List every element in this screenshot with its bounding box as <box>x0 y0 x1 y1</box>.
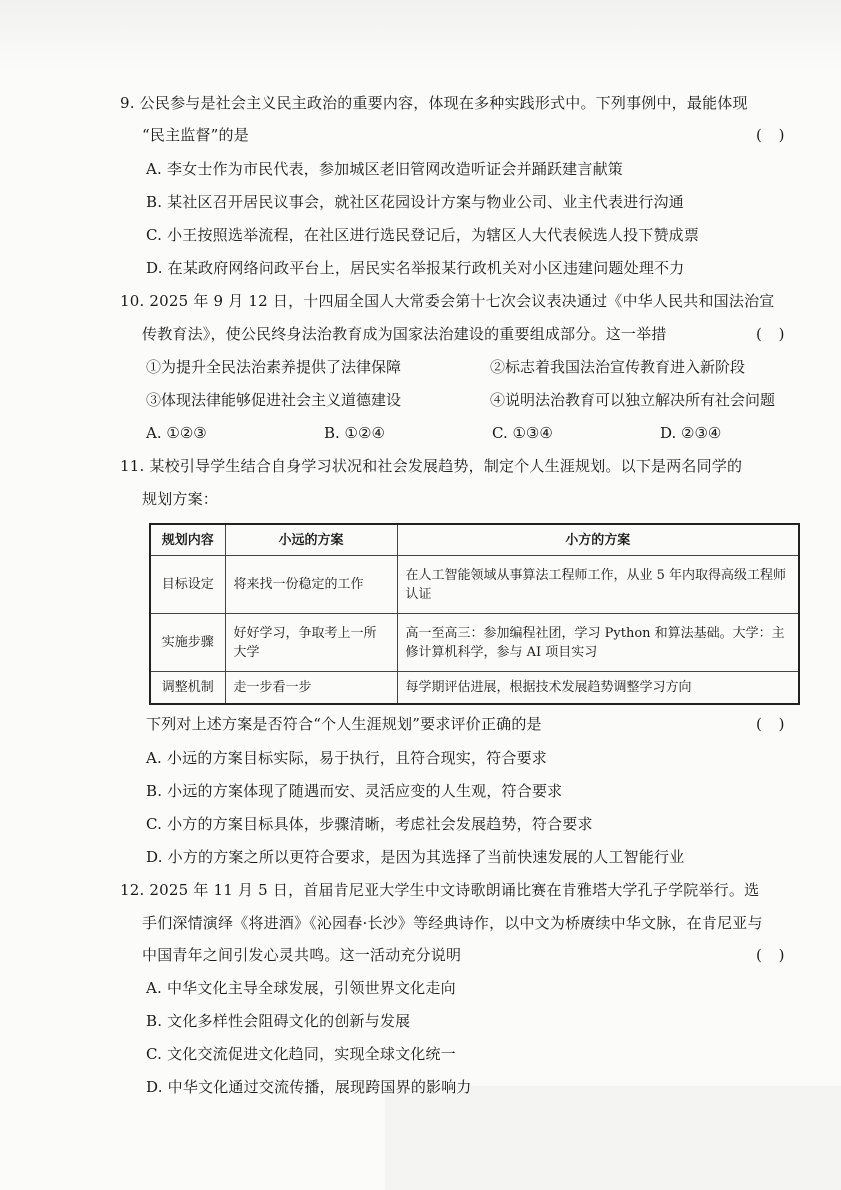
q12-option-b: B. 文化多样性会阻碍文化的创新与发展 <box>146 1012 411 1030</box>
q12-stem-line2: 手们深情演绎《将进酒》《沁园春·长沙》等经典诗作，以中文为桥赓续中华文脉，在肯尼亚与 <box>142 914 763 932</box>
q11-stem-line2: 规划方案： <box>142 490 219 508</box>
table-row <box>150 672 799 704</box>
paper-fold-shadow <box>385 1086 841 1190</box>
q10-choice-b: B. ①②④ <box>324 424 385 442</box>
career-plan-table <box>149 523 800 705</box>
table-header-cell: 小方的方案 <box>397 524 799 556</box>
q10-statement-3: ③体现法律能够促进社会主义道德建设 <box>146 391 402 409</box>
q10-choice-d: D. ②③④ <box>660 424 722 442</box>
q10-choice-a: A. ①②③ <box>146 424 207 442</box>
q11-option-d: D. 小方的方案之所以更符合要求，是因为其选择了当前快速发展的人工智能行业 <box>146 848 685 866</box>
q12-option-a: A. 中华文化主导全球发展，引领世界文化走向 <box>146 979 456 997</box>
q11-option-c: C. 小方的方案目标具体，步骤清晰，考虑社会发展趋势，符合要求 <box>146 815 593 833</box>
q12-answer-paren: ( ) <box>756 946 791 964</box>
table-cell: 调整机制 <box>150 672 225 704</box>
table-header-cell: 小远的方案 <box>225 524 397 556</box>
q10-answer-paren: ( ) <box>756 325 791 343</box>
q9-answer-paren: ( ) <box>756 126 791 144</box>
table-cell: 好好学习，争取考上一所大学 <box>225 614 397 672</box>
q10-statement-4: ④说明法治教育可以独立解决所有社会问题 <box>490 391 776 409</box>
table-cell: 目标设定 <box>150 556 225 614</box>
q9-option-c: C. 小王按照选举流程，在社区进行选民登记后，为辖区人大代表候选人投下赞成票 <box>146 226 700 244</box>
q10-stem-line2: 传教育法》，使公民终身法治教育成为国家法治建设的重要组成部分。这一举措 <box>142 325 667 343</box>
table-header-cell: 规划内容 <box>150 524 225 556</box>
table-row <box>150 556 799 614</box>
q11-option-b: B. 小远的方案体现了随遇而安、灵活应变的人生观，符合要求 <box>146 782 563 800</box>
q10-stem-line1: 10. 2025 年 9 月 12 日，十四届全国人大常委会第十七次会议表决通过《中华人民共和国法治宣 <box>120 292 775 310</box>
q10-statement-2: ②标志着我国法治宣传教育进入新阶段 <box>490 358 746 376</box>
q12-stem-line3: 中国青年之间引发心灵共鸣。这一活动充分说明 <box>142 946 462 964</box>
table-cell: 高一至高三：参加编程社团，学习 Python 和算法基础。大学：主修计算机科学，参与 AI 项目实习 <box>397 614 799 672</box>
table-cell: 在人工智能领域从事算法工程师工作，从业 5 年内取得高级工程师认证 <box>397 556 799 614</box>
table-cell: 将来找一份稳定的工作 <box>225 556 397 614</box>
q11-answer-paren: ( ) <box>756 715 791 733</box>
scan-shadow <box>0 0 841 70</box>
table-cell: 每学期评估进展，根据技术发展趋势调整学习方向 <box>397 672 799 704</box>
q9-option-d: D. 在某政府网络问政平台上，居民实名举报某行政机关对小区违建问题处理不力 <box>146 259 685 277</box>
q10-statement-1: ①为提升全民法治素养提供了法律保障 <box>146 358 402 376</box>
table-cell: 走一步看一步 <box>225 672 397 704</box>
table-row <box>150 614 799 672</box>
table-cell: 实施步骤 <box>150 614 225 672</box>
q9-stem-line2: “民主监督”的是 <box>142 126 249 144</box>
q9-stem-line1: 9. 公民参与是社会主义民主政治的重要内容，体现在多种实践形式中。下列事例中，最能体现 <box>120 94 748 112</box>
q9-option-b: B. 某社区召开居民议事会，就社区花园设计方案与物业公司、业主代表进行沟通 <box>146 193 684 211</box>
q11-option-a: A. 小远的方案目标实际，易于执行，且符合现实，符合要求 <box>146 749 547 767</box>
q10-choice-c: C. ①③④ <box>492 424 553 442</box>
q11-stem-line1: 11. 某校引导学生结合自身学习状况和社会发展趋势，制定个人生涯规划。以下是两名同学的 <box>120 457 743 475</box>
q12-stem-line1: 12. 2025 年 11 月 5 日，首届肯尼亚大学生中文诗歌朗诵比赛在肯雅塔大学孔子学院举行。选 <box>120 881 760 899</box>
q12-option-c: C. 文化交流促进文化趋同，实现全球文化统一 <box>146 1045 456 1063</box>
q11-prompt: 下列对上述方案是否符合“个人生涯规划”要求评价正确的是 <box>146 715 542 733</box>
table-header-row <box>150 524 799 556</box>
q9-option-a: A. 李女士作为市民代表，参加城区老旧管网改造听证会并踊跃建言献策 <box>146 160 623 178</box>
q12-option-d: D. 中华文化通过交流传播，展现跨国界的影响力 <box>146 1078 472 1096</box>
